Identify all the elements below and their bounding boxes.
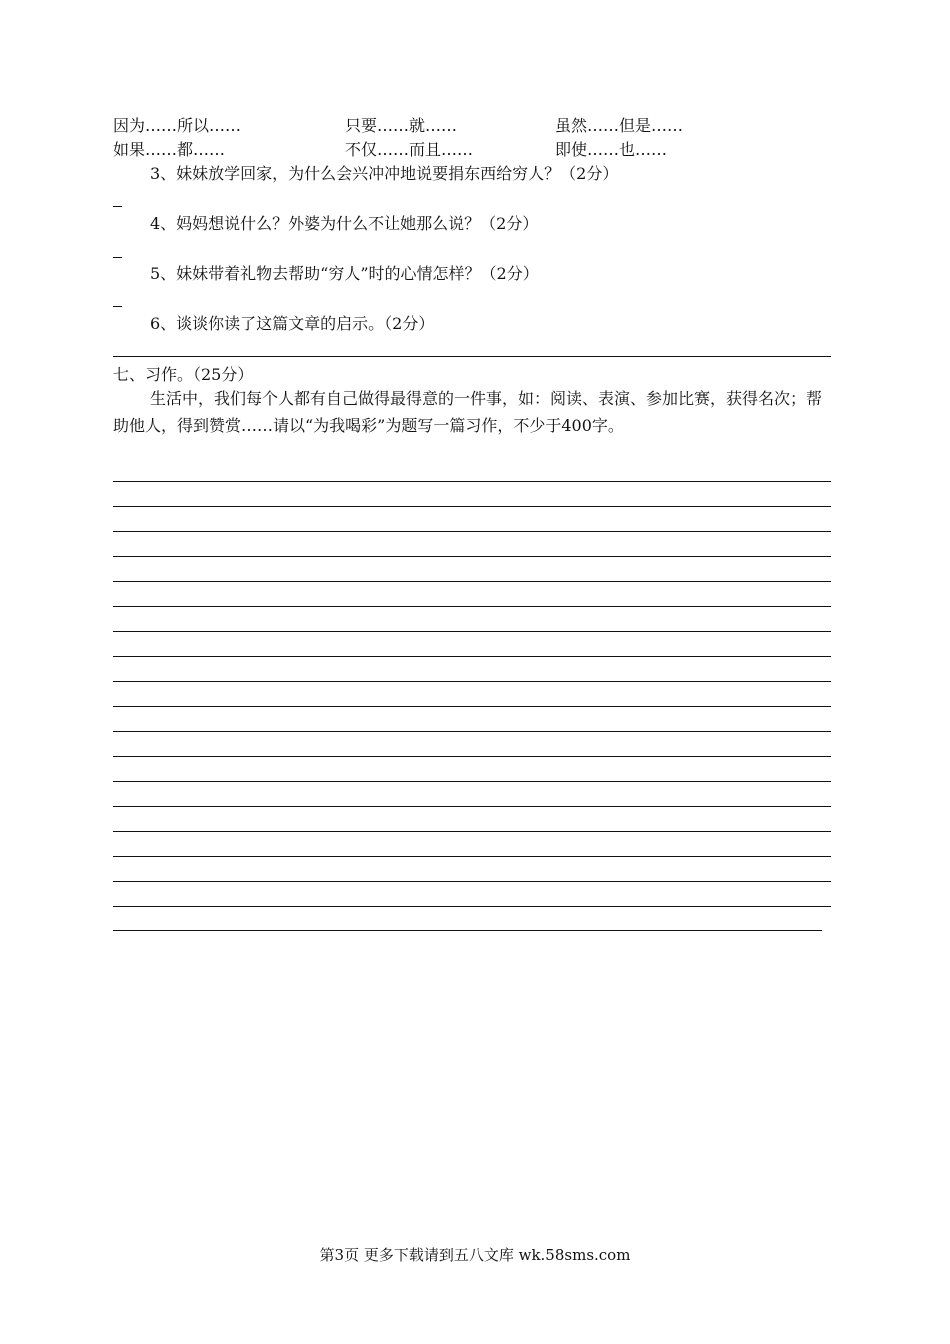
question-3: 3、妹妹放学回家，为什么会兴冲冲地说要捐东西给穷人？（2分） bbox=[150, 164, 619, 183]
conjunction-2: 只要……就…… bbox=[345, 116, 458, 135]
writing-line bbox=[113, 556, 831, 557]
writing-line bbox=[113, 756, 831, 757]
writing-line bbox=[113, 481, 831, 482]
writing-line bbox=[113, 856, 831, 857]
conjunction-4: 如果……都…… bbox=[113, 140, 226, 159]
answer-blank-3 bbox=[113, 206, 122, 207]
page-footer: 第3页 更多下载请到五八文库 wk.58sms.com bbox=[319, 1246, 631, 1264]
answer-blank-4 bbox=[113, 257, 122, 258]
writing-line bbox=[113, 656, 831, 657]
writing-line bbox=[113, 806, 831, 807]
conjunction-6: 即使……也…… bbox=[555, 140, 668, 159]
question-4: 4、妈妈想说什么？外婆为什么不让她那么说？（2分） bbox=[150, 214, 539, 233]
writing-line bbox=[113, 831, 831, 832]
answer-line-6 bbox=[113, 356, 831, 357]
conjunction-3: 虽然……但是…… bbox=[555, 116, 684, 135]
writing-line bbox=[113, 930, 822, 931]
writing-prompt: 生活中，我们每个人都有自己做得最得意的一件事，如：阅读、表演、参加比赛，获得名次；帮助他人，得到赞赏……请以“为我喝彩”为题写一篇习作，不少于400字。 bbox=[113, 389, 823, 435]
conjunction-5: 不仅……而且…… bbox=[345, 140, 474, 159]
writing-line bbox=[113, 906, 831, 907]
conjunction-1: 因为……所以…… bbox=[113, 116, 242, 135]
writing-line bbox=[113, 706, 831, 707]
question-5: 5、妹妹带着礼物去帮助“穷人”时的心情怎样？（2分） bbox=[150, 264, 539, 283]
writing-line bbox=[113, 506, 831, 507]
writing-line bbox=[113, 731, 831, 732]
writing-line bbox=[113, 881, 831, 882]
writing-line bbox=[113, 606, 831, 607]
answer-blank-5 bbox=[113, 306, 122, 307]
writing-line bbox=[113, 631, 831, 632]
writing-line bbox=[113, 681, 831, 682]
writing-line bbox=[113, 581, 831, 582]
question-6: 6、谈谈你读了这篇文章的启示。（2分） bbox=[150, 314, 435, 333]
writing-line bbox=[113, 781, 831, 782]
section-heading: 七、习作。（25分） bbox=[113, 365, 254, 384]
writing-line bbox=[113, 531, 831, 532]
